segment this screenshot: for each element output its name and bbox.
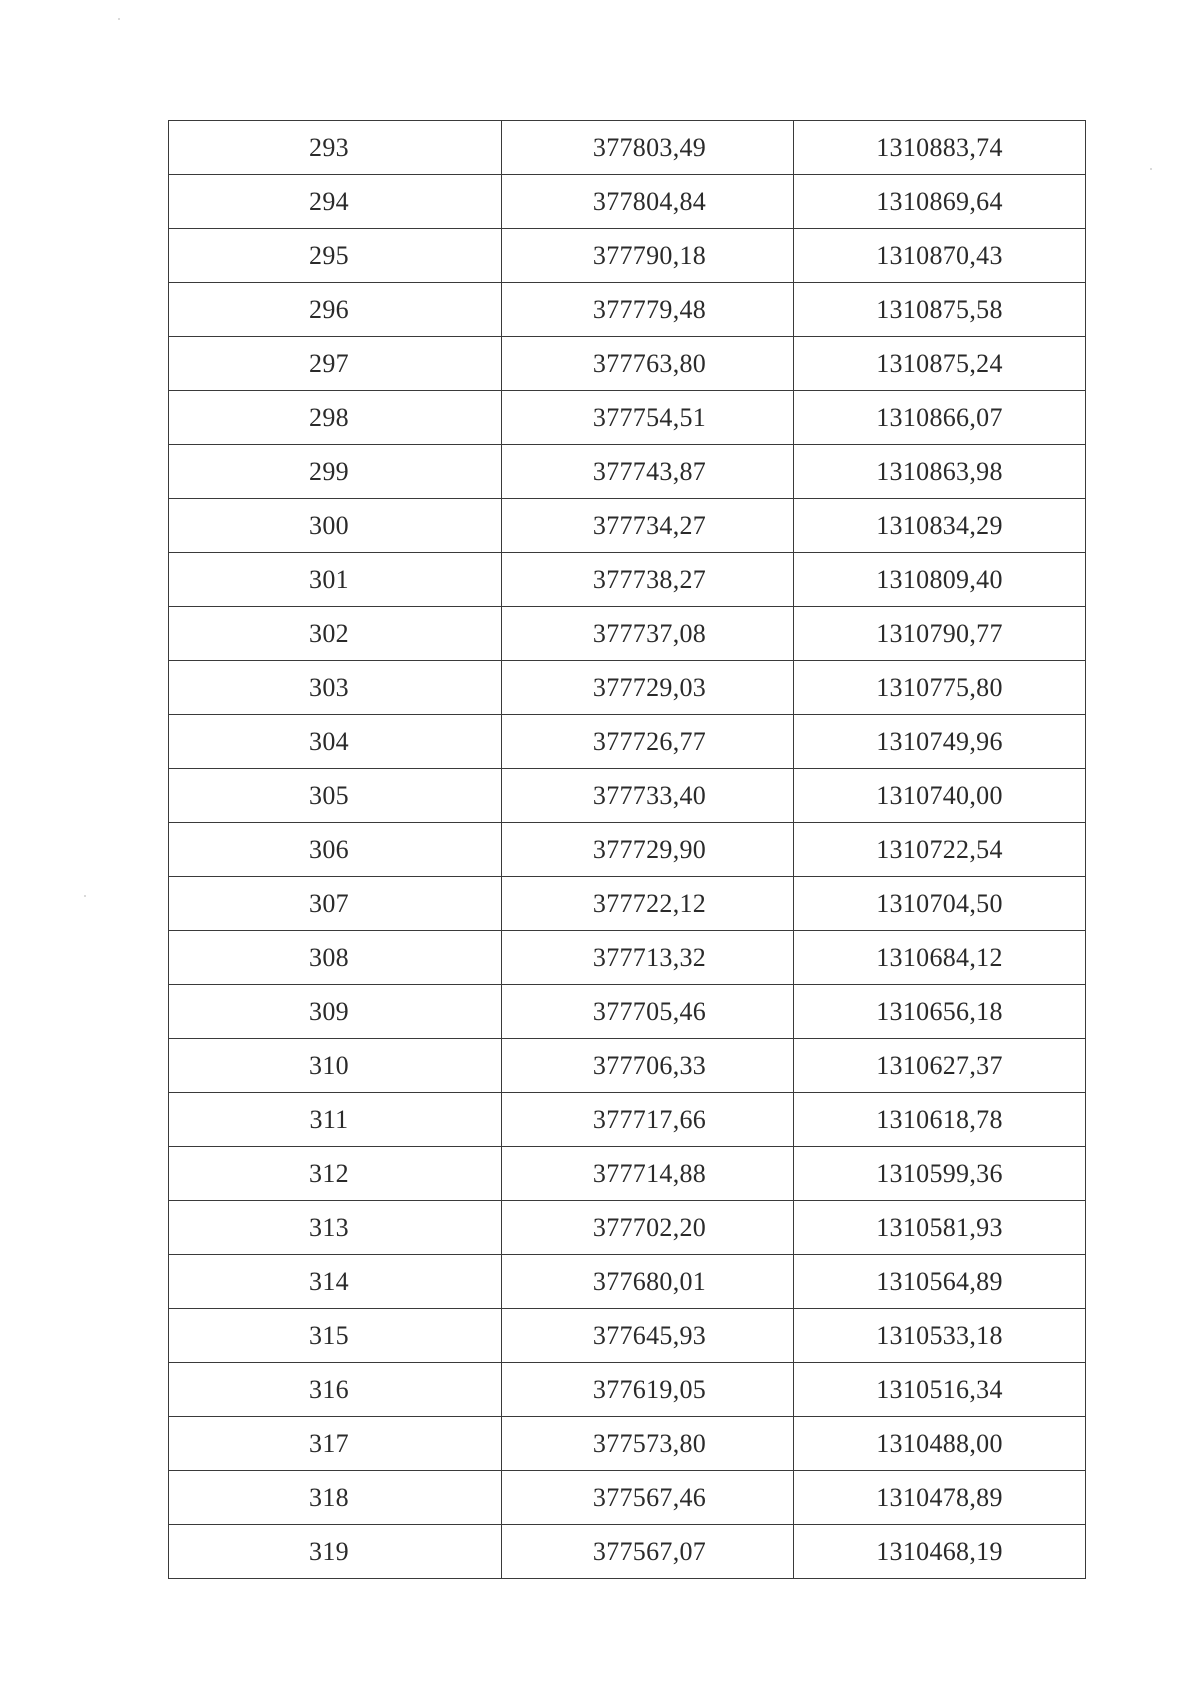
table-row — [169, 229, 1086, 283]
x-coordinate-cell: 377645,93 — [502, 1309, 794, 1363]
point-number-cell: 297 — [169, 337, 502, 391]
y-coordinate-cell: 1310834,29 — [794, 499, 1086, 553]
x-coordinate-cell: 377790,18 — [502, 229, 794, 283]
y-coordinate-cell: 1310740,00 — [794, 769, 1086, 823]
x-coordinate-cell: 377804,84 — [502, 175, 794, 229]
point-number-cell: 312 — [169, 1147, 502, 1201]
y-coordinate-cell: 1310704,50 — [794, 877, 1086, 931]
table-row — [169, 1093, 1086, 1147]
x-coordinate-cell: 377567,07 — [502, 1525, 794, 1579]
y-coordinate-cell: 1310875,24 — [794, 337, 1086, 391]
x-coordinate-cell: 377738,27 — [502, 553, 794, 607]
x-coordinate-cell: 377567,46 — [502, 1471, 794, 1525]
table-row — [169, 499, 1086, 553]
coordinates-table — [168, 120, 1086, 1579]
y-coordinate-cell: 1310870,43 — [794, 229, 1086, 283]
table-row — [169, 931, 1086, 985]
point-number-cell: 310 — [169, 1039, 502, 1093]
x-coordinate-cell: 377734,27 — [502, 499, 794, 553]
table-row — [169, 1417, 1086, 1471]
scan-speck — [118, 18, 120, 20]
y-coordinate-cell: 1310468,19 — [794, 1525, 1086, 1579]
table-row — [169, 877, 1086, 931]
y-coordinate-cell: 1310863,98 — [794, 445, 1086, 499]
point-number-cell: 301 — [169, 553, 502, 607]
point-number-cell: 317 — [169, 1417, 502, 1471]
y-coordinate-cell: 1310883,74 — [794, 121, 1086, 175]
table-row — [169, 1525, 1086, 1579]
point-number-cell: 300 — [169, 499, 502, 553]
y-coordinate-cell: 1310533,18 — [794, 1309, 1086, 1363]
x-coordinate-cell: 377726,77 — [502, 715, 794, 769]
table-row — [169, 283, 1086, 337]
y-coordinate-cell: 1310749,96 — [794, 715, 1086, 769]
y-coordinate-cell: 1310875,58 — [794, 283, 1086, 337]
point-number-cell: 318 — [169, 1471, 502, 1525]
y-coordinate-cell: 1310866,07 — [794, 391, 1086, 445]
table-row — [169, 391, 1086, 445]
x-coordinate-cell: 377573,80 — [502, 1417, 794, 1471]
x-coordinate-cell: 377779,48 — [502, 283, 794, 337]
x-coordinate-cell: 377733,40 — [502, 769, 794, 823]
x-coordinate-cell: 377714,88 — [502, 1147, 794, 1201]
y-coordinate-cell: 1310488,00 — [794, 1417, 1086, 1471]
table-row — [169, 1363, 1086, 1417]
x-coordinate-cell: 377803,49 — [502, 121, 794, 175]
table-row — [169, 769, 1086, 823]
point-number-cell: 309 — [169, 985, 502, 1039]
coordinates-table-body — [169, 121, 1086, 1579]
x-coordinate-cell: 377729,90 — [502, 823, 794, 877]
point-number-cell: 293 — [169, 121, 502, 175]
y-coordinate-cell: 1310581,93 — [794, 1201, 1086, 1255]
table-row — [169, 607, 1086, 661]
y-coordinate-cell: 1310599,36 — [794, 1147, 1086, 1201]
point-number-cell: 299 — [169, 445, 502, 499]
point-number-cell: 294 — [169, 175, 502, 229]
point-number-cell: 314 — [169, 1255, 502, 1309]
x-coordinate-cell: 377619,05 — [502, 1363, 794, 1417]
point-number-cell: 295 — [169, 229, 502, 283]
y-coordinate-cell: 1310722,54 — [794, 823, 1086, 877]
point-number-cell: 316 — [169, 1363, 502, 1417]
y-coordinate-cell: 1310564,89 — [794, 1255, 1086, 1309]
x-coordinate-cell: 377706,33 — [502, 1039, 794, 1093]
y-coordinate-cell: 1310627,37 — [794, 1039, 1086, 1093]
table-row — [169, 715, 1086, 769]
x-coordinate-cell: 377717,66 — [502, 1093, 794, 1147]
x-coordinate-cell: 377737,08 — [502, 607, 794, 661]
table-row — [169, 1201, 1086, 1255]
y-coordinate-cell: 1310618,78 — [794, 1093, 1086, 1147]
table-row — [169, 121, 1086, 175]
table-row — [169, 1255, 1086, 1309]
x-coordinate-cell: 377702,20 — [502, 1201, 794, 1255]
point-number-cell: 306 — [169, 823, 502, 877]
point-number-cell: 319 — [169, 1525, 502, 1579]
y-coordinate-cell: 1310516,34 — [794, 1363, 1086, 1417]
point-number-cell: 307 — [169, 877, 502, 931]
point-number-cell: 302 — [169, 607, 502, 661]
table-row — [169, 175, 1086, 229]
point-number-cell: 311 — [169, 1093, 502, 1147]
y-coordinate-cell: 1310809,40 — [794, 553, 1086, 607]
x-coordinate-cell: 377743,87 — [502, 445, 794, 499]
table-row — [169, 337, 1086, 391]
table-row — [169, 1471, 1086, 1525]
table-row — [169, 661, 1086, 715]
x-coordinate-cell: 377729,03 — [502, 661, 794, 715]
y-coordinate-cell: 1310478,89 — [794, 1471, 1086, 1525]
table-row — [169, 985, 1086, 1039]
table-row — [169, 1309, 1086, 1363]
x-coordinate-cell: 377754,51 — [502, 391, 794, 445]
y-coordinate-cell: 1310656,18 — [794, 985, 1086, 1039]
x-coordinate-cell: 377763,80 — [502, 337, 794, 391]
y-coordinate-cell: 1310684,12 — [794, 931, 1086, 985]
point-number-cell: 304 — [169, 715, 502, 769]
y-coordinate-cell: 1310775,80 — [794, 661, 1086, 715]
scan-speck — [84, 895, 86, 897]
x-coordinate-cell: 377722,12 — [502, 877, 794, 931]
point-number-cell: 313 — [169, 1201, 502, 1255]
point-number-cell: 303 — [169, 661, 502, 715]
point-number-cell: 296 — [169, 283, 502, 337]
point-number-cell: 305 — [169, 769, 502, 823]
table-row — [169, 823, 1086, 877]
x-coordinate-cell: 377680,01 — [502, 1255, 794, 1309]
y-coordinate-cell: 1310869,64 — [794, 175, 1086, 229]
table-row — [169, 445, 1086, 499]
point-number-cell: 298 — [169, 391, 502, 445]
point-number-cell: 308 — [169, 931, 502, 985]
scan-speck — [1150, 168, 1152, 170]
table-row — [169, 1039, 1086, 1093]
x-coordinate-cell: 377713,32 — [502, 931, 794, 985]
y-coordinate-cell: 1310790,77 — [794, 607, 1086, 661]
table-row — [169, 1147, 1086, 1201]
table-row — [169, 553, 1086, 607]
x-coordinate-cell: 377705,46 — [502, 985, 794, 1039]
point-number-cell: 315 — [169, 1309, 502, 1363]
